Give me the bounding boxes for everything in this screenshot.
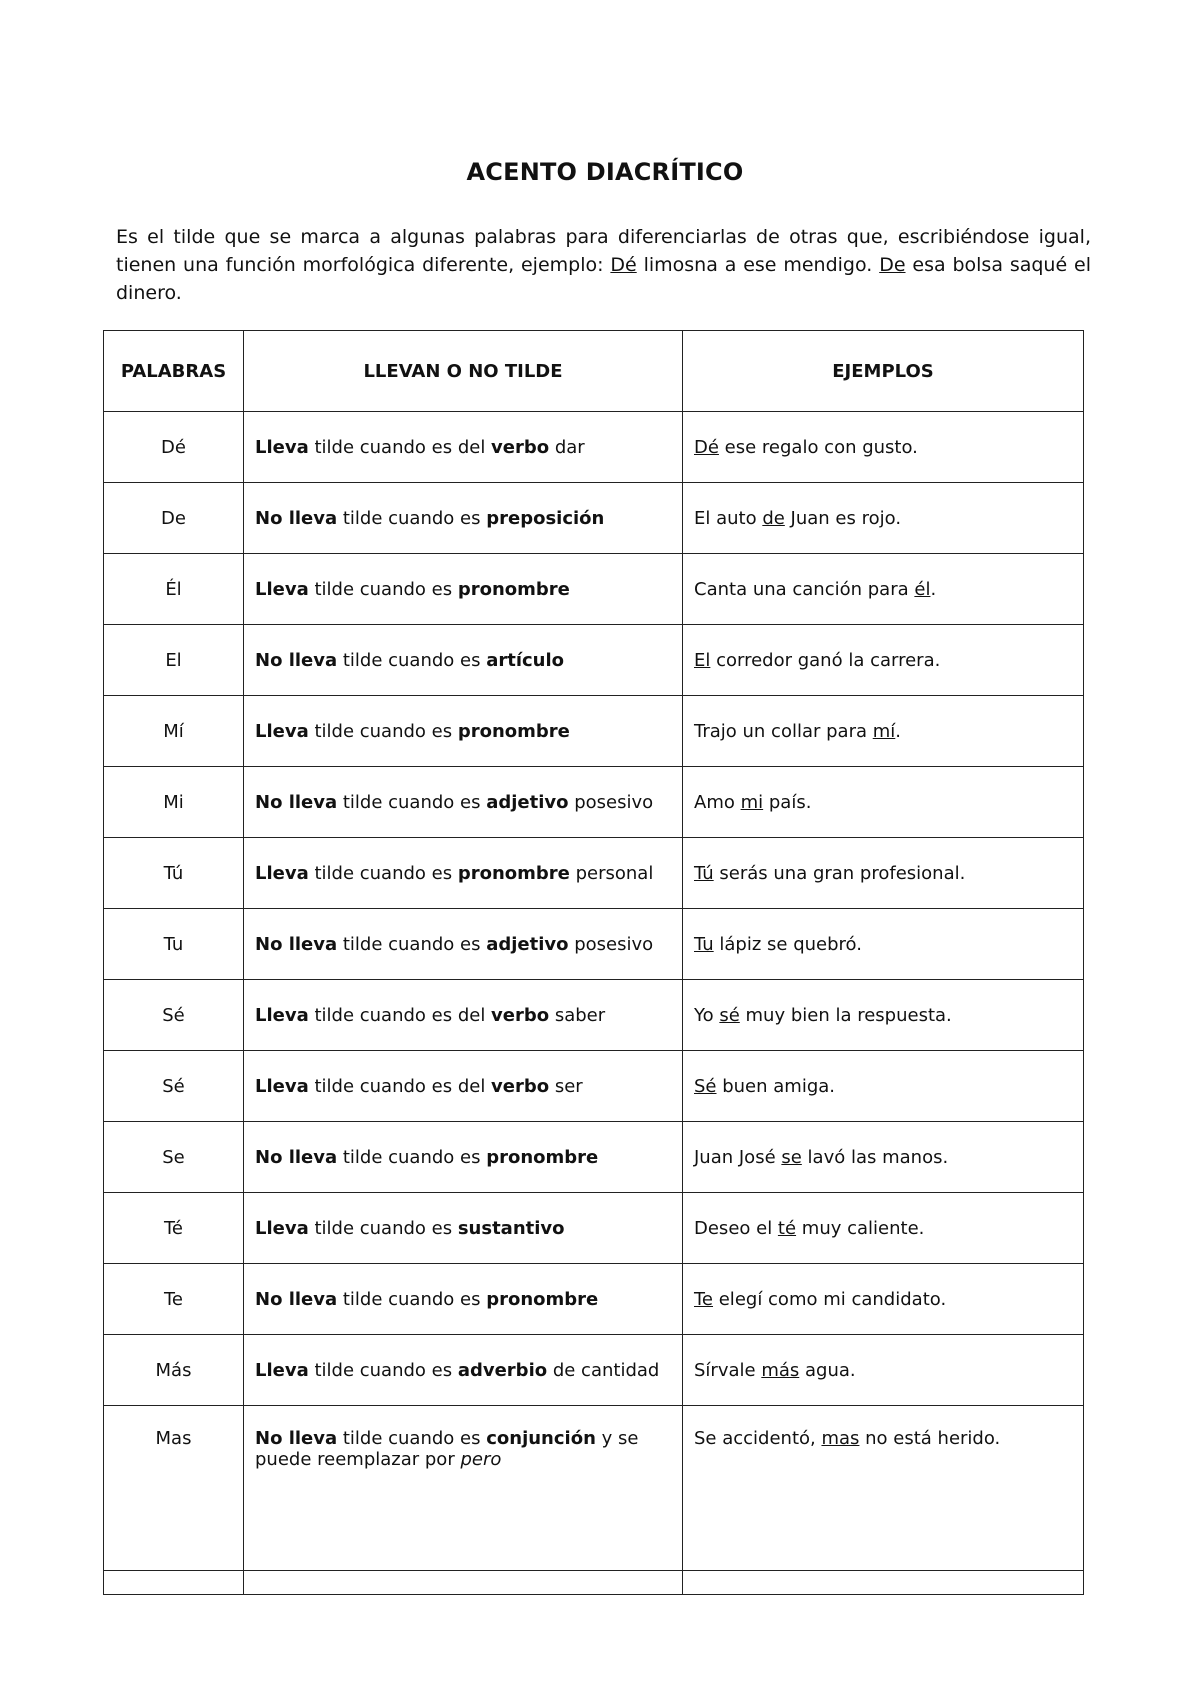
table-row — [104, 1193, 1084, 1264]
rule-lead: Lleva — [255, 1217, 309, 1239]
rule-text: tilde cuando es del — [308, 1075, 492, 1097]
example-cell — [683, 1335, 1084, 1406]
rule-tail: y se puede reemplazar por — [255, 1428, 639, 1470]
example-cell — [683, 980, 1084, 1051]
table-row — [104, 1335, 1084, 1406]
word-cell: Té — [104, 1193, 244, 1264]
word-cell: El — [104, 625, 244, 696]
rule-keyword: adverbio — [457, 1359, 548, 1381]
word-cell: Te — [104, 1264, 244, 1335]
rule-tail: dar — [549, 436, 585, 458]
rule-keyword: verbo — [491, 1075, 550, 1097]
intro-example-word: Dé — [610, 254, 637, 276]
rule-cell — [244, 1335, 683, 1406]
table-body — [104, 412, 1084, 1595]
word-cell: Más — [104, 1335, 244, 1406]
rule-text: tilde cuando es — [337, 791, 487, 813]
table-row — [104, 625, 1084, 696]
rule-text: tilde cuando es — [308, 862, 458, 884]
word-cell: Se — [104, 1122, 244, 1193]
rule-tail: posesivo — [568, 933, 654, 955]
word-cell: Mi — [104, 767, 244, 838]
table-row — [104, 838, 1084, 909]
example-word: Te — [694, 1288, 714, 1310]
word-cell: De — [104, 483, 244, 554]
example-pre: Canta una canción para — [694, 578, 915, 600]
rule-keyword: adjetivo — [486, 791, 569, 813]
example-post: corredor ganó la carrera. — [710, 649, 941, 671]
rule-cell — [244, 1193, 683, 1264]
table-row-empty — [104, 1571, 1084, 1595]
example-word: se — [781, 1146, 802, 1168]
rule-lead: No lleva — [255, 1146, 338, 1168]
rule-lead: No lleva — [255, 507, 338, 529]
intro-text: limosna a ese mendigo. — [636, 254, 880, 276]
example-post: ese regalo con gusto. — [718, 436, 918, 458]
rule-tail: personal — [569, 862, 654, 884]
table-row — [104, 1264, 1084, 1335]
table-row — [104, 980, 1084, 1051]
rule-cell — [244, 554, 683, 625]
rule-keyword: artículo — [486, 649, 565, 671]
rule-text: tilde cuando es — [337, 507, 487, 529]
rule-text: tilde cuando es del — [308, 436, 492, 458]
example-cell — [683, 483, 1084, 554]
rule-keyword: adjetivo — [486, 933, 569, 955]
rule-tail: posesivo — [568, 791, 654, 813]
empty-cell — [683, 1571, 1084, 1595]
example-cell — [683, 909, 1084, 980]
rule-keyword: preposición — [486, 507, 605, 529]
example-word: té — [777, 1217, 797, 1239]
example-word: Dé — [694, 436, 719, 458]
diacritic-table — [103, 330, 1084, 1595]
rule-cell — [244, 1264, 683, 1335]
rule-lead: No lleva — [255, 791, 338, 813]
rule-keyword: pronombre — [457, 720, 570, 742]
example-cell — [683, 625, 1084, 696]
rule-keyword: pronombre — [486, 1146, 599, 1168]
rule-keyword: pronombre — [457, 862, 570, 884]
table-row — [104, 412, 1084, 483]
rule-cell — [244, 909, 683, 980]
example-post: elegí como mi candidato. — [713, 1288, 947, 1310]
header-ejemplos: EJEMPLOS — [683, 331, 1084, 412]
rule-text: tilde cuando es del — [308, 1004, 492, 1026]
table-header-row — [104, 331, 1084, 412]
example-post: buen amiga. — [716, 1075, 836, 1097]
example-word: sé — [719, 1004, 740, 1026]
intro-text: Es el tilde que se marca a algunas palabras para diferenciarlas de otras que, escribiéndose igual, tienen una función morfológica diferente, ejemplo: — [116, 226, 1091, 276]
example-word: Tú — [694, 862, 714, 884]
table-row — [104, 1406, 1084, 1571]
rule-lead: Lleva — [255, 862, 309, 884]
rule-text: tilde cuando es — [337, 1146, 487, 1168]
rule-cell — [244, 412, 683, 483]
table-row — [104, 483, 1084, 554]
rule-text: tilde cuando es — [308, 720, 458, 742]
intro-paragraph — [116, 223, 1091, 307]
example-word: Tu — [694, 933, 714, 955]
rule-cell — [244, 1122, 683, 1193]
example-cell — [683, 1264, 1084, 1335]
example-post: Juan es rojo. — [784, 507, 902, 529]
header-llevan-tilde: LLEVAN O NO TILDE — [244, 331, 683, 412]
example-cell — [683, 1051, 1084, 1122]
example-post: lavó las manos. — [801, 1146, 949, 1168]
table-row — [104, 767, 1084, 838]
rule-lead: No lleva — [255, 649, 338, 671]
rule-cell — [244, 980, 683, 1051]
rule-tail-italic: pero — [460, 1449, 502, 1470]
word-cell: Tú — [104, 838, 244, 909]
example-post: . — [930, 578, 937, 600]
rule-cell — [244, 838, 683, 909]
example-pre: El auto — [694, 507, 763, 529]
rule-text: tilde cuando es — [337, 1288, 487, 1310]
rule-keyword: pronombre — [457, 578, 570, 600]
example-post: país. — [763, 791, 812, 813]
example-pre: Amo — [694, 791, 741, 813]
word-cell: Tu — [104, 909, 244, 980]
example-post: no está herido. — [859, 1428, 1001, 1449]
rule-lead: No lleva — [255, 1428, 338, 1449]
example-pre: Trajo un collar para — [694, 720, 873, 742]
example-pre: Yo — [694, 1004, 720, 1026]
example-word: El — [694, 649, 711, 671]
rule-keyword: pronombre — [486, 1288, 599, 1310]
rule-text: tilde cuando es — [308, 1359, 458, 1381]
word-cell: Mí — [104, 696, 244, 767]
empty-cell — [104, 1571, 244, 1595]
example-pre: Deseo el — [694, 1217, 778, 1239]
word-cell: Sé — [104, 980, 244, 1051]
rule-lead: Lleva — [255, 1004, 309, 1026]
header-palabras: PALABRAS — [104, 331, 244, 412]
example-word: de — [762, 507, 785, 529]
page-title: ACENTO DIACRÍTICO — [466, 158, 744, 186]
example-cell — [683, 1122, 1084, 1193]
example-pre: Juan José — [694, 1146, 782, 1168]
table-row — [104, 696, 1084, 767]
example-cell — [683, 696, 1084, 767]
intro-text: esa bolsa saqué el dinero. — [116, 254, 1091, 304]
example-word: mas — [821, 1428, 860, 1449]
example-pre: Sírvale — [694, 1359, 762, 1381]
rule-lead: No lleva — [255, 933, 338, 955]
rule-lead: Lleva — [255, 1075, 309, 1097]
rule-cell — [244, 625, 683, 696]
intro-example-word: De — [879, 254, 906, 276]
rule-tail: ser — [549, 1075, 583, 1097]
rule-text: tilde cuando es — [337, 649, 487, 671]
example-word: Sé — [694, 1075, 717, 1097]
example-cell — [683, 838, 1084, 909]
table-row — [104, 554, 1084, 625]
example-cell — [683, 1406, 1084, 1571]
table-row — [104, 1051, 1084, 1122]
example-post: serás una gran profesional. — [713, 862, 966, 884]
example-cell — [683, 554, 1084, 625]
example-word: él — [914, 578, 931, 600]
word-cell: Sé — [104, 1051, 244, 1122]
word-cell: Dé — [104, 412, 244, 483]
table-row — [104, 909, 1084, 980]
rule-cell — [244, 483, 683, 554]
example-word: mí — [872, 720, 896, 742]
example-cell — [683, 767, 1084, 838]
rule-tail: saber — [549, 1004, 606, 1026]
rule-lead: No lleva — [255, 1288, 338, 1310]
rule-keyword: verbo — [491, 1004, 550, 1026]
rule-keyword: conjunción — [486, 1428, 596, 1449]
table-row — [104, 1122, 1084, 1193]
example-post: muy bien la respuesta. — [739, 1004, 952, 1026]
rule-cell — [244, 767, 683, 838]
example-post: muy caliente. — [796, 1217, 925, 1239]
rule-lead: Lleva — [255, 720, 309, 742]
example-post: agua. — [799, 1359, 856, 1381]
example-post: . — [895, 720, 902, 742]
rule-cell — [244, 1406, 683, 1571]
rule-keyword: verbo — [491, 436, 550, 458]
example-word: mi — [740, 791, 764, 813]
rule-cell — [244, 1051, 683, 1122]
rule-text: tilde cuando es — [337, 1428, 487, 1449]
rule-lead: Lleva — [255, 1359, 309, 1381]
example-post: lápiz se quebró. — [713, 933, 862, 955]
rule-keyword: sustantivo — [457, 1217, 565, 1239]
example-word: más — [761, 1359, 800, 1381]
empty-cell — [244, 1571, 683, 1595]
rule-text: tilde cuando es — [308, 1217, 458, 1239]
word-cell: Mas — [104, 1406, 244, 1571]
rule-lead: Lleva — [255, 578, 309, 600]
rule-text: tilde cuando es — [308, 578, 458, 600]
example-cell — [683, 412, 1084, 483]
example-pre: Se accidentó, — [694, 1428, 822, 1449]
example-cell — [683, 1193, 1084, 1264]
rule-tail: de cantidad — [547, 1359, 660, 1381]
word-cell: Él — [104, 554, 244, 625]
rule-lead: Lleva — [255, 436, 309, 458]
rule-cell — [244, 696, 683, 767]
rule-text: tilde cuando es — [337, 933, 487, 955]
